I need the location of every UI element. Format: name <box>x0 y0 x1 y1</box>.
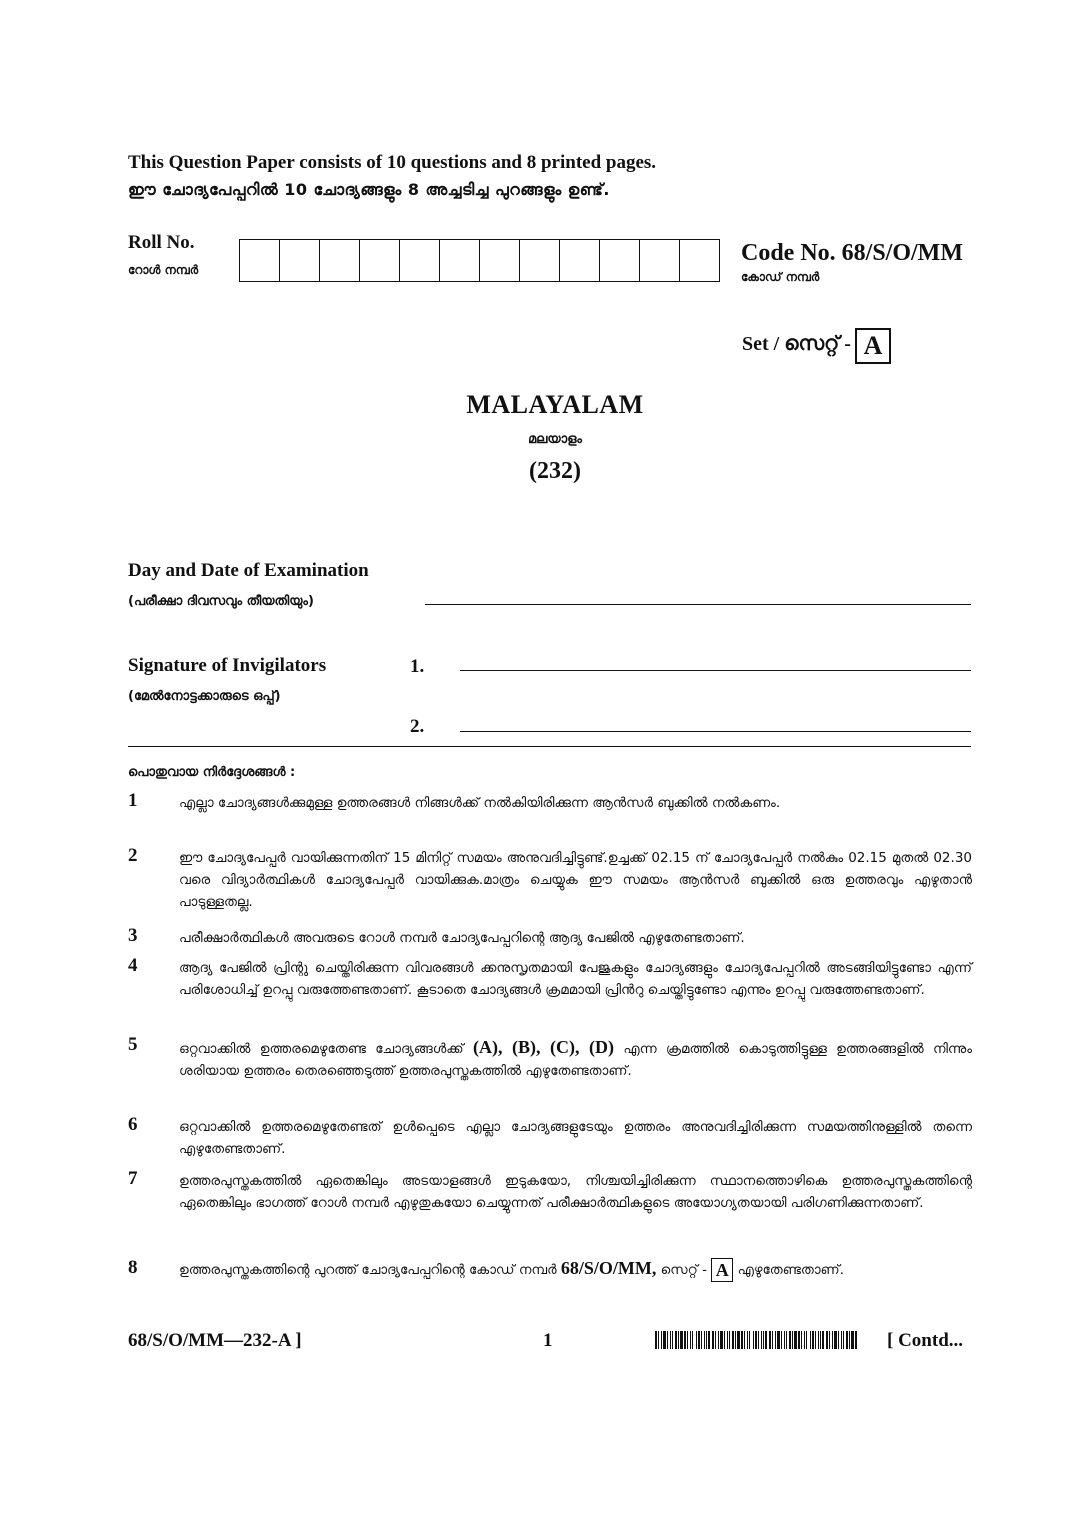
roll-digit-box[interactable] <box>639 239 680 282</box>
roll-digit-box[interactable] <box>599 239 640 282</box>
exam-date-label: Day and Date of Examination <box>128 560 369 581</box>
instruction-text: ഒറ്റവാക്കിൽ ഉത്തരമെഴുതേണ്ടത് ഉൾപ്പെടെ എല്ലാ ചോദ്യങ്ങളുടേയും ഉത്തരം അനുവദിച്ചിരിക്കുന്ന സമയത്തിനുള്ളിൽ തന്നെ എഴുതേണ്ടതാണ്. <box>179 1119 972 1157</box>
instruction-text: ഉത്തരപുസ്തകത്തിൽ ഏതെങ്കിലും അടയാളങ്ങൾ ഇടുകയോ, നിശ്ചയിച്ചിരിക്കുന്ന സ്ഥാനത്തൊഴികെ ഉത്തരപുസ്തകത്തിന്റെ ഏതെങ്കിലും ഭാഗത്ത് റോൾ നമ്പർ എഴുതുകയോ ചെയ്യുന്നത് പരീക്ഷാർത്ഥികളുടെ അയോഗ്യതയായി പരിഗണിക്കുന്നതാണ്. <box>179 1173 972 1211</box>
instruction-number: 5 <box>128 1034 138 1055</box>
subject-title: MALAYALAM <box>466 390 644 419</box>
section-divider <box>128 746 971 747</box>
roll-digit-box[interactable] <box>399 239 440 282</box>
roll-digit-box[interactable] <box>519 239 560 282</box>
footer-paper-code: 68/S/O/MM—232-A ] <box>128 1330 302 1351</box>
paper-info-english: This Question Paper consists of 10 questions and 8 printed pages. <box>128 152 657 173</box>
exam-date-label-malayalam: (പരീക്ഷാ ദിവസവും തീയതിയും) <box>128 594 314 609</box>
roll-number-label: Roll No. <box>128 232 195 253</box>
roll-digit-box[interactable] <box>559 239 600 282</box>
subject-title-malayalam: മലയാളം <box>528 432 582 447</box>
roll-digit-box[interactable] <box>279 239 320 282</box>
roll-number-label-malayalam: റോൾ നമ്പർ <box>128 263 199 277</box>
exam-date-line[interactable] <box>425 604 971 605</box>
paper-info-malayalam: ഈ ചോദ്യപേപ്പറിൽ 10 ചോദ്യങ്ങളും 8 അച്ചടിച്ച പുറങ്ങളും ഉണ്ട്. <box>128 180 610 199</box>
subject-code: (232) <box>529 458 581 484</box>
code-number-label-malayalam: കോഡ് നമ്പർ <box>741 270 820 284</box>
roll-digit-box[interactable] <box>479 239 520 282</box>
roll-digit-box[interactable] <box>359 239 400 282</box>
instruction-text-part: സെറ്റ് - <box>660 1262 707 1278</box>
instruction-text: പരീക്ഷാർത്ഥികൾ അവരുടെ റോൾ നമ്പർ ചോദ്യപേപ്പറിന്റെ ആദ്യ പേജിൽ എഴുതേണ്ടതാണ്. <box>179 930 745 946</box>
code-number-inline: 68/S/O/MM, <box>560 1258 657 1278</box>
instruction-number: 1 <box>128 790 138 811</box>
invigilator-2-signature-line[interactable] <box>460 731 971 732</box>
set-value-inline-box: A <box>711 1258 733 1282</box>
set-label-text: Set / സെറ്റ് - <box>742 333 851 355</box>
invigilator-signature-label-malayalam: (മേൽനോട്ടക്കാരുടെ ഒപ്പ്) <box>128 689 281 704</box>
instruction-text-part: എന്ന ക്രമത്തിൽ കൊടുത്തിട്ടുള്ള ഉത്തരങ്ങളിൽ നിന്നും ശരിയായ ഉത്തരം തെരഞ്ഞെടുത്ത് ഉത്തരപുസ്തകത്തിൽ എഴുതേണ്ടതാണ്. <box>179 1041 972 1079</box>
instructions-heading: പൊതുവായ നിർദ്ദേശങ്ങൾ : <box>128 765 296 780</box>
instruction-number: 3 <box>128 925 138 946</box>
instruction-number: 8 <box>128 1257 138 1278</box>
roll-digit-box[interactable] <box>319 239 360 282</box>
invigilator-1-signature-line[interactable] <box>460 670 971 671</box>
roll-digit-box[interactable] <box>679 239 720 282</box>
roll-number-boxes[interactable] <box>240 239 720 282</box>
set-value-box: A <box>855 328 891 364</box>
roll-digit-box[interactable] <box>439 239 480 282</box>
instruction-number: 7 <box>128 1168 138 1189</box>
roll-digit-box[interactable] <box>239 239 280 282</box>
instruction-number: 6 <box>128 1114 138 1135</box>
instruction-text: ഈ ചോദ്യപേപ്പർ വായിക്കുന്നതിന് 15 മിനിറ്റ് സമയം അനുവദിച്ചിട്ടുണ്ട്.ഉച്ചക്ക് 02.15 ന് ചോദ്യപേപ്പർ നൽകും 02.15 മുതൽ 02.30 വരെ വിദ്യാർത്ഥികൾ ചോദ്യപേപ്പർ വായിക്കുക.മാത്രം ചെയ്യുക ഈ സമയം ആൻസർ ബുക്കിൽ ഒരു ഉത്തരവും എഴുതാൻ പാടുള്ളതല്ല. <box>179 850 972 910</box>
instruction-text <box>179 1036 972 1082</box>
instruction-number: 4 <box>128 955 138 976</box>
instruction-text-part: എഴുതേണ്ടതാണ്. <box>737 1262 844 1278</box>
continued-label: [ Contd... <box>887 1330 964 1351</box>
invigilator-signature-label: Signature of Invigilators <box>128 655 327 676</box>
code-number-label: Code No. 68/S/O/MM <box>741 240 963 266</box>
barcode-icon <box>655 1331 858 1349</box>
instruction-text-part: ഒറ്റവാക്കിൽ ഉത്തരമെഴുതേണ്ട ചോദ്യങ്ങൾക്ക് <box>179 1041 464 1057</box>
instruction-text <box>179 1257 972 1282</box>
instruction-number: 2 <box>128 845 138 866</box>
answer-options: (A), (B), (C), (D) <box>472 1037 615 1057</box>
set-label <box>742 333 851 356</box>
instruction-text: എല്ലാ ചോദ്യങ്ങൾക്കുമുള്ള ഉത്തരങ്ങൾ നിങ്ങൾക്ക് നൽകിയിരിക്കുന്ന ആൻസർ ബുക്കിൽ നൽകണം. <box>179 795 781 811</box>
invigilator-1-number: 1. <box>410 656 425 677</box>
page-number: 1 <box>543 1330 553 1351</box>
invigilator-2-number: 2. <box>410 716 425 737</box>
instruction-text-part: ഉത്തരപുസ്തകത്തിന്റെ പുറത്ത് ചോദ്യപേപ്പറിന്റെ കോഡ് നമ്പർ <box>179 1262 557 1278</box>
instruction-text: ആദ്യ പേജിൽ പ്രിന്റു ചെയ്തിരിക്കുന്ന വിവരങ്ങൾ ക്കനുസൃതമായി പേജുകളും ചോദ്യങ്ങളും ചോദ്യപേപ്പറിൽ അടങ്ങിയിട്ടുണ്ടോ എന്ന് പരിശോധിച്ച് ഉറപ്പു വരുത്തേണ്ടതാണ്. കൂടാതെ ചോദ്യങ്ങൾ ക്രമമായി പ്രിൻറു ചെയ്തിട്ടുണ്ടോ എന്നും ഉറപ്പു വരുത്തേണ്ടതാണ്. <box>179 960 972 998</box>
